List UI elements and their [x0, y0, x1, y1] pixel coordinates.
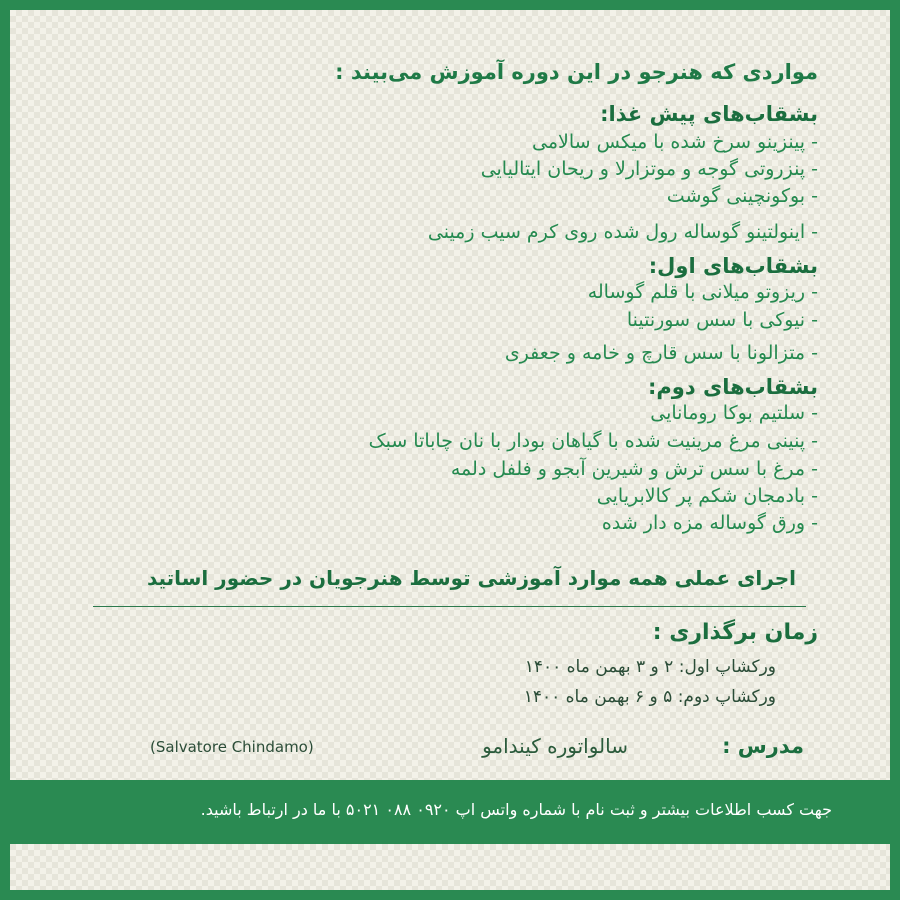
workshop-date: ورکشاپ دوم: ۵ و ۶ بهمن ماه ۱۴۰۰ [523, 687, 776, 707]
list-item: - بوکونچینی گوشت [666, 185, 818, 207]
divider [93, 606, 806, 607]
list-item: - اینولتینو گوساله رول شده روی کرم سیب زمینی [427, 221, 818, 243]
section-heading-first-courses: بشقاب‌های اول: [648, 254, 818, 278]
practical-statement: اجرای عملی همه موارد آموزشی توسط هنرجویان در حضور اساتید [146, 566, 796, 590]
list-item: - ورق گوساله مزه دار شده [601, 512, 818, 534]
list-item: - ریزوتو میلانی با قلم گوساله [587, 281, 818, 303]
list-item: - پنزروتی گوجه و موتزارلا و ریحان ایتالیایی [480, 158, 818, 180]
schedule-heading: زمان برگذاری : [652, 620, 818, 645]
intro-heading: مواردی که هنرجو در این دوره آموزش می‌بیند : [335, 60, 818, 84]
section-heading-second-courses: بشقاب‌های دوم: [648, 375, 818, 399]
list-item: - بادمجان شکم پر کالابریایی [596, 485, 818, 507]
teacher-name: سالواتوره کیندامو [482, 734, 628, 758]
teacher-label: مدرس : [722, 734, 804, 758]
teacher-latin-name: (Salvatore Chindamo) [150, 738, 314, 756]
section-heading-appetizers: بشقاب‌های پیش غذا: [600, 102, 818, 126]
workshop-date: ورکشاپ اول: ۲ و ۳ بهمن ماه ۱۴۰۰ [524, 657, 776, 677]
list-item: - سلتیم بوکا رومانایی [650, 402, 818, 424]
list-item: - متزالونا با سس قارچ و خامه و جعفری [504, 342, 818, 364]
list-item: - مرغ با سس ترش و شیرین آبجو و فلفل دلمه [450, 458, 818, 480]
footer-band [0, 780, 900, 844]
contact-text: جهت کسب اطلاعات بیشتر و ثبت نام با شماره واتس اپ ۰۹۲۰ ۰۸۸ ۵۰۲۱ با ما در ارتباط باشید. [200, 800, 832, 819]
list-item: - پنینی مرغ مرینیت شده با گیاهان بودار با نان چاباتا سبک [368, 430, 818, 452]
list-item: - پینزینو سرخ شده با میکس سالامی [532, 131, 818, 153]
list-item: - نیوکی با سس سورنتینا [626, 309, 818, 331]
